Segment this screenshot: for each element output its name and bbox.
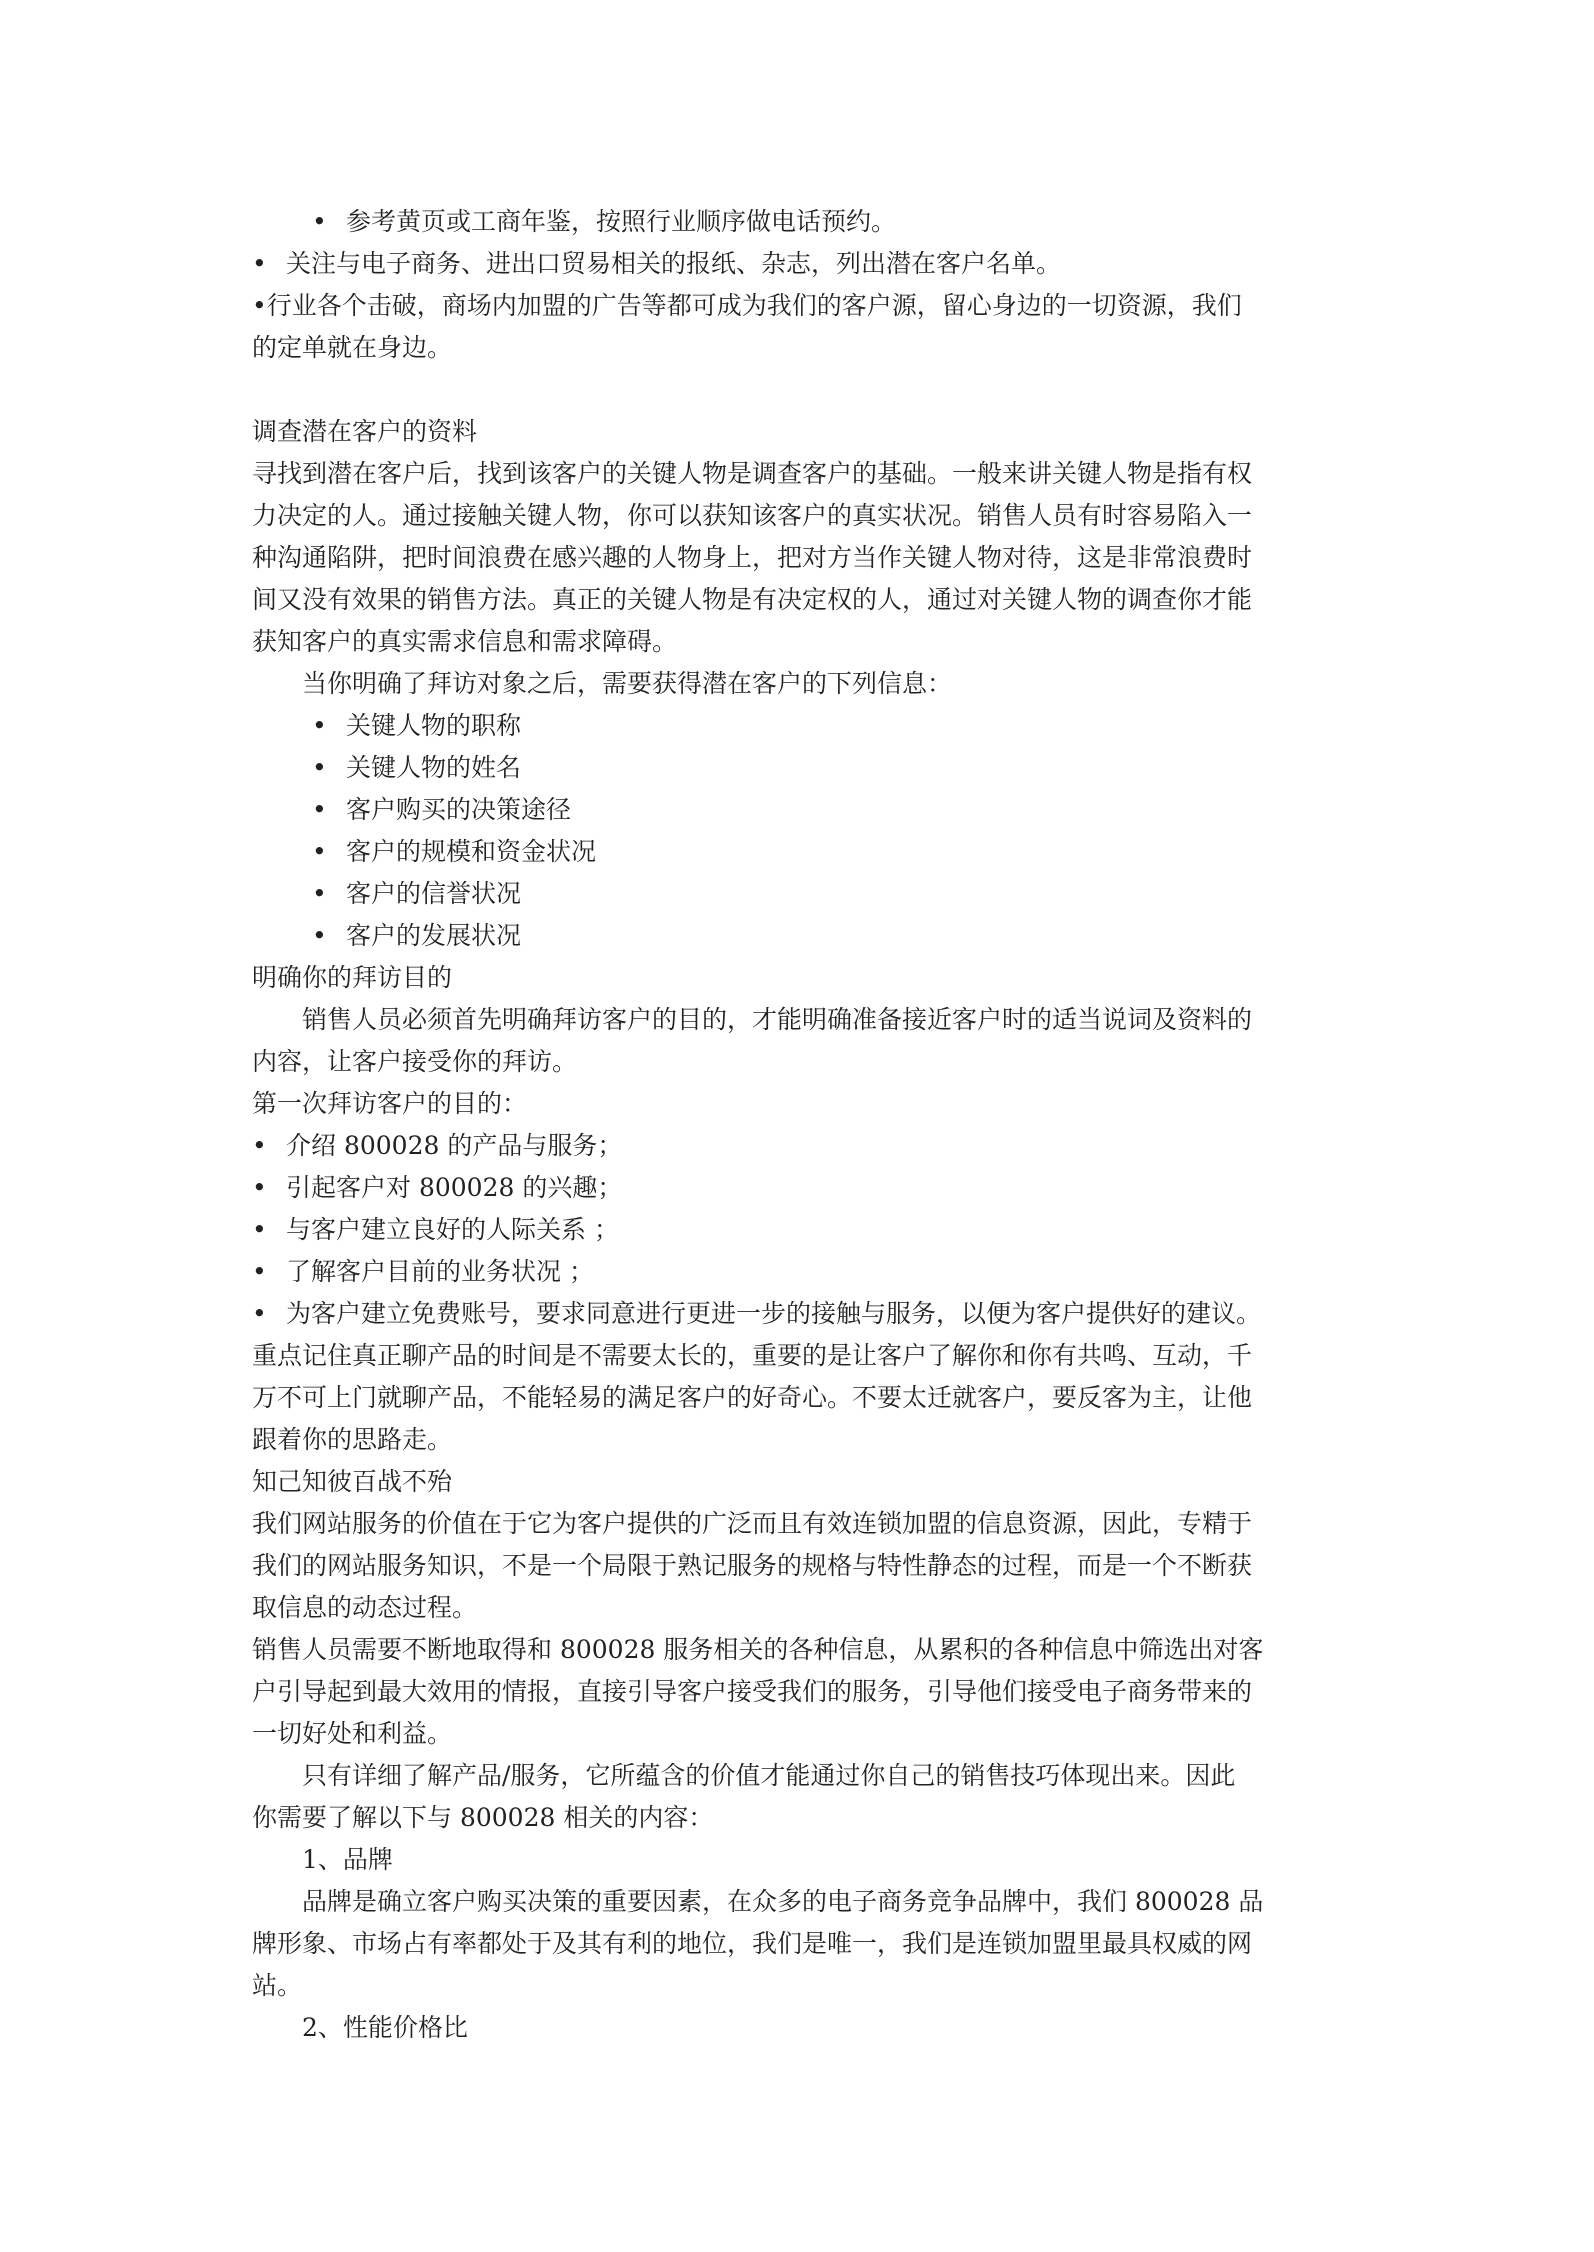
list-item-text: 客户购买的决策途径 xyxy=(346,795,572,824)
list-item-text: 客户的规模和资金状况 xyxy=(346,837,597,866)
paragraph-line: 种沟通陷阱，把时间浪费在感兴趣的人物身上，把对方当作关键人物对待，这是非常浪费时 xyxy=(252,543,1253,572)
bullet-icon: • xyxy=(252,291,267,320)
paragraph-line: 你需要了解以下与 800028 相关的内容： xyxy=(252,1803,714,1832)
section-heading: 调查潜在客户的资料 xyxy=(252,417,478,446)
paragraph-line: 户引导起到最大效用的情报，直接引导客户接受我们的服务，引导他们接受电子商务带来的 xyxy=(252,1677,1253,1706)
bullet-icon: • xyxy=(252,1173,267,1202)
list-item-text: 引起客户对 800028 的兴趣； xyxy=(286,1173,623,1202)
section-heading: 第一次拜访客户的目的： xyxy=(252,1089,528,1118)
section-heading: 知己知彼百战不殆 xyxy=(252,1467,453,1496)
list-item xyxy=(252,1251,594,1293)
bullet-icon: • xyxy=(252,1299,267,1328)
paragraph-line: 销售人员需要不断地取得和 800028 服务相关的各种信息，从累积的各种信息中筛选出对客 xyxy=(252,1635,1264,1664)
list-item xyxy=(252,1209,619,1251)
bullet-icon: • xyxy=(312,921,327,950)
list-item xyxy=(252,1293,1261,1335)
paragraph-line: 间又没有效果的销售方法。真正的关键人物是有决定权的人，通过对关键人物的调查你才能 xyxy=(252,585,1253,614)
section-heading: 明确你的拜访目的 xyxy=(252,963,453,992)
paragraph-line: 重点记住真正聊产品的时间是不需要太长的，重要的是让客户了解你和你有共鸣、互动，千 xyxy=(252,1341,1253,1370)
paragraph-line: 销售人员必须首先明确拜访客户的目的，才能明确准备接近客户时的适当说词及资料的 xyxy=(302,1005,1253,1034)
paragraph-line: 当你明确了拜访对象之后，需要获得潜在客户的下列信息： xyxy=(302,669,953,698)
paragraph-line: 跟着你的思路走。 xyxy=(252,1425,453,1454)
paragraph-line: 获知客户的真实需求信息和需求障碍。 xyxy=(252,627,678,656)
list-item xyxy=(312,201,896,243)
paragraph-line: 取信息的动态过程。 xyxy=(252,1593,478,1622)
list-item xyxy=(252,1125,622,1167)
list-item-text: 客户的信誉状况 xyxy=(346,879,522,908)
list-item xyxy=(252,243,1061,285)
bullet-icon: • xyxy=(312,879,327,908)
list-item-text: 关键人物的职称 xyxy=(346,711,522,740)
paragraph-line: 的定单就在身边。 xyxy=(252,333,453,362)
list-item-text: 关键人物的姓名 xyxy=(346,753,522,782)
bullet-icon: • xyxy=(252,1215,267,1244)
paragraph-line: 牌形象、市场占有率都处于及其有利的地位，我们是唯一，我们是连锁加盟里最具权威的网 xyxy=(252,1929,1253,1958)
list-item-text: 参考黄页或工商年鉴，按照行业顺序做电话预约。 xyxy=(346,207,897,236)
paragraph-line: 内容，让客户接受你的拜访。 xyxy=(252,1047,578,1076)
paragraph-line: 品牌是确立客户购买决策的重要因素，在众多的电子商务竞争品牌中，我们 800028 品 xyxy=(302,1887,1264,1916)
list-item-text: 客户的发展状况 xyxy=(346,921,522,950)
paragraph-line: 站。 xyxy=(252,1971,303,2000)
paragraph-line: 我们网站服务的价值在于它为客户提供的广泛而且有效连锁加盟的信息资源，因此，专精于 xyxy=(252,1509,1253,1538)
list-item-text: 行业各个击破，商场内加盟的广告等都可成为我们的客户源，留心身边的一切资源，我们 xyxy=(266,291,1242,320)
bullet-icon: • xyxy=(252,249,267,278)
list-item-text: 与客户建立良好的人际关系 ； xyxy=(286,1215,619,1244)
paragraph-line: 寻找到潜在客户后，找到该客户的关键人物是调查客户的基础。一般来讲关键人物是指有权 xyxy=(252,459,1253,488)
paragraph-line: 只有详细了解产品/服务，它所蕴含的价值才能通过你自己的销售技巧体现出来。因此 xyxy=(302,1761,1236,1790)
bullet-icon: • xyxy=(312,753,327,782)
list-item-text: 关注与电子商务、进出口贸易相关的报纸、杂志，列出潜在客户名单。 xyxy=(286,249,1062,278)
bullet-icon: • xyxy=(312,711,327,740)
list-item xyxy=(312,831,596,873)
section-heading: 1、品牌 xyxy=(302,1845,393,1874)
bullet-icon: • xyxy=(312,795,327,824)
paragraph-line: 我们的网站服务知识，不是一个局限于熟记服务的规格与特性静态的过程，而是一个不断获 xyxy=(252,1551,1253,1580)
paragraph-line: 力决定的人。通过接触关键人物，你可以获知该客户的真实状况。销售人员有时容易陷入一 xyxy=(252,501,1253,530)
bullet-icon: • xyxy=(252,1257,267,1286)
list-item xyxy=(312,705,521,747)
paragraph-line: 万不可上门就聊产品，不能轻易的满足客户的好奇心。不要太迁就客户，要反客为主，让他 xyxy=(252,1383,1253,1412)
list-item xyxy=(312,789,571,831)
bullet-icon: • xyxy=(252,1131,267,1160)
list-item xyxy=(252,1167,622,1209)
list-item-text: 介绍 800028 的产品与服务； xyxy=(286,1131,623,1160)
list-item xyxy=(252,285,1242,327)
list-item xyxy=(312,747,521,789)
list-item xyxy=(312,873,521,915)
list-item-text: 了解客户目前的业务状况 ； xyxy=(286,1257,594,1286)
list-item-text: 为客户建立免费账号，要求同意进行更进一步的接触与服务，以便为客户提供好的建议。 xyxy=(286,1299,1262,1328)
bullet-icon: • xyxy=(312,837,327,866)
paragraph-line: 一切好处和利益。 xyxy=(252,1719,453,1748)
bullet-icon: • xyxy=(312,207,327,236)
list-item xyxy=(312,915,521,957)
section-heading: 2、性能价格比 xyxy=(302,2013,468,2042)
